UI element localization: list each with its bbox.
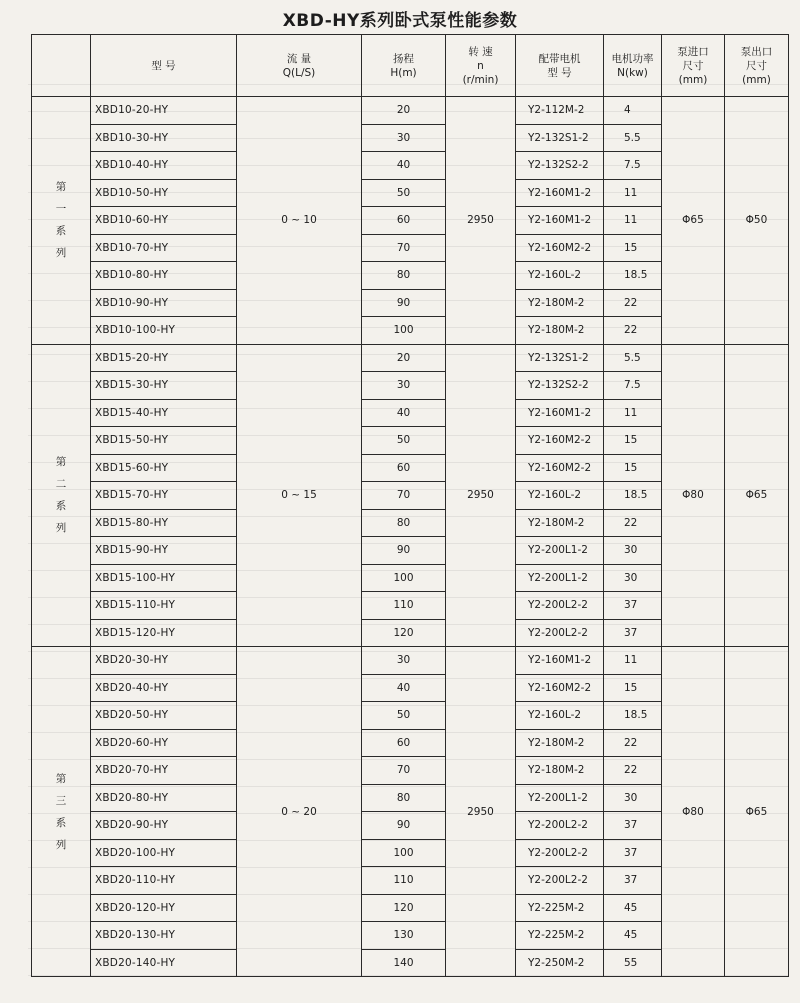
speed-cell: 2950 [446, 97, 516, 345]
outlet-size-cell: Φ65 [725, 647, 789, 977]
head-cell: 110 [362, 867, 446, 895]
inlet-size-cell: Φ80 [662, 344, 725, 647]
motor-power-cell: 22 [604, 757, 662, 785]
motor-model-cell: Y2-180M-2 [516, 289, 604, 317]
model-cell: XBD15-40-HY [91, 399, 237, 427]
model-cell: XBD10-80-HY [91, 262, 237, 290]
model-cell: XBD10-50-HY [91, 179, 237, 207]
motor-model-cell: Y2-225M-2 [516, 922, 604, 950]
header-speed: 转 速 n (r/min) [446, 35, 516, 97]
page-title: XBD-HY系列卧式泵性能参数 [282, 11, 518, 31]
model-cell: XBD15-110-HY [91, 592, 237, 620]
series-label: 第 一 系 列 [32, 97, 91, 345]
head-cell: 50 [362, 702, 446, 730]
motor-power-cell: 15 [604, 427, 662, 455]
motor-model-cell: Y2-200L1-2 [516, 784, 604, 812]
motor-model-cell: Y2-200L1-2 [516, 564, 604, 592]
model-cell: XBD20-130-HY [91, 922, 237, 950]
model-cell: XBD15-90-HY [91, 537, 237, 565]
head-cell: 60 [362, 207, 446, 235]
head-cell: 90 [362, 537, 446, 565]
model-cell: XBD10-100-HY [91, 317, 237, 345]
flow-range-cell: 0 ~ 20 [237, 647, 362, 977]
speed-cell: 2950 [446, 344, 516, 647]
head-cell: 20 [362, 97, 446, 125]
motor-model-cell: Y2-225M-2 [516, 894, 604, 922]
head-cell: 80 [362, 509, 446, 537]
motor-power-cell: 37 [604, 619, 662, 647]
head-cell: 120 [362, 619, 446, 647]
table-row [32, 647, 789, 675]
model-cell: XBD10-70-HY [91, 234, 237, 262]
motor-model-cell: Y2-160M1-2 [516, 207, 604, 235]
motor-power-cell: 45 [604, 922, 662, 950]
motor-model-cell: Y2-180M-2 [516, 509, 604, 537]
motor-power-cell: 11 [604, 207, 662, 235]
motor-power-cell: 15 [604, 454, 662, 482]
header-head: 扬程 H(m) [362, 35, 446, 97]
model-cell: XBD15-30-HY [91, 372, 237, 400]
series-label: 第 二 系 列 [32, 344, 91, 647]
motor-model-cell: Y2-132S2-2 [516, 372, 604, 400]
model-cell: XBD10-20-HY [91, 97, 237, 125]
head-cell: 80 [362, 784, 446, 812]
model-cell: XBD20-70-HY [91, 757, 237, 785]
motor-power-cell: 22 [604, 289, 662, 317]
model-cell: XBD15-20-HY [91, 344, 237, 372]
motor-power-cell: 45 [604, 894, 662, 922]
model-cell: XBD15-70-HY [91, 482, 237, 510]
motor-model-cell: Y2-112M-2 [516, 97, 604, 125]
header-outlet: 泵出口 尺寸 (mm) [725, 35, 789, 97]
head-cell: 70 [362, 482, 446, 510]
motor-model-cell: Y2-200L1-2 [516, 537, 604, 565]
table-row [32, 344, 789, 372]
motor-power-cell: 22 [604, 729, 662, 757]
motor-power-cell: 55 [604, 949, 662, 977]
head-cell: 60 [362, 729, 446, 757]
head-cell: 40 [362, 674, 446, 702]
motor-model-cell: Y2-160M2-2 [516, 674, 604, 702]
motor-model-cell: Y2-200L2-2 [516, 812, 604, 840]
head-cell: 100 [362, 839, 446, 867]
motor-power-cell: 22 [604, 317, 662, 345]
model-cell: XBD20-100-HY [91, 839, 237, 867]
motor-power-cell: 18.5 [604, 262, 662, 290]
head-cell: 70 [362, 757, 446, 785]
head-cell: 70 [362, 234, 446, 262]
motor-model-cell: Y2-160M1-2 [516, 179, 604, 207]
model-cell: XBD20-50-HY [91, 702, 237, 730]
motor-model-cell: Y2-160M2-2 [516, 454, 604, 482]
model-cell: XBD20-80-HY [91, 784, 237, 812]
outlet-size-cell: Φ50 [725, 97, 789, 345]
motor-power-cell: 5.5 [604, 124, 662, 152]
flow-range-cell: 0 ~ 10 [237, 97, 362, 345]
motor-model-cell: Y2-200L2-2 [516, 619, 604, 647]
model-cell: XBD20-140-HY [91, 949, 237, 977]
header-series [32, 35, 91, 97]
motor-power-cell: 22 [604, 509, 662, 537]
motor-model-cell: Y2-132S2-2 [516, 152, 604, 180]
motor-power-cell: 30 [604, 564, 662, 592]
head-cell: 100 [362, 564, 446, 592]
motor-power-cell: 18.5 [604, 482, 662, 510]
head-cell: 40 [362, 399, 446, 427]
model-cell: XBD15-80-HY [91, 509, 237, 537]
head-cell: 20 [362, 344, 446, 372]
motor-power-cell: 37 [604, 839, 662, 867]
motor-power-cell: 15 [604, 234, 662, 262]
model-cell: XBD15-60-HY [91, 454, 237, 482]
flow-range-cell: 0 ~ 15 [237, 344, 362, 647]
model-cell: XBD10-90-HY [91, 289, 237, 317]
model-cell: XBD15-100-HY [91, 564, 237, 592]
head-cell: 50 [362, 179, 446, 207]
motor-model-cell: Y2-160M2-2 [516, 234, 604, 262]
motor-model-cell: Y2-160M1-2 [516, 399, 604, 427]
motor-power-cell: 18.5 [604, 702, 662, 730]
model-cell: XBD20-60-HY [91, 729, 237, 757]
model-cell: XBD20-110-HY [91, 867, 237, 895]
model-cell: XBD10-30-HY [91, 124, 237, 152]
motor-power-cell: 30 [604, 784, 662, 812]
model-cell: XBD15-50-HY [91, 427, 237, 455]
head-cell: 120 [362, 894, 446, 922]
motor-power-cell: 11 [604, 179, 662, 207]
table-body [32, 97, 789, 977]
motor-power-cell: 4 [604, 97, 662, 125]
head-cell: 50 [362, 427, 446, 455]
motor-power-cell: 5.5 [604, 344, 662, 372]
motor-power-cell: 37 [604, 592, 662, 620]
header-motor-model: 配带电机 型 号 [516, 35, 604, 97]
motor-power-cell: 37 [604, 812, 662, 840]
model-cell: XBD20-30-HY [91, 647, 237, 675]
motor-model-cell: Y2-132S1-2 [516, 124, 604, 152]
motor-power-cell: 15 [604, 674, 662, 702]
motor-model-cell: Y2-250M-2 [516, 949, 604, 977]
motor-model-cell: Y2-200L2-2 [516, 839, 604, 867]
motor-power-cell: 11 [604, 647, 662, 675]
motor-model-cell: Y2-180M-2 [516, 317, 604, 345]
motor-power-cell: 7.5 [604, 372, 662, 400]
head-cell: 140 [362, 949, 446, 977]
head-cell: 30 [362, 124, 446, 152]
motor-model-cell: Y2-200L2-2 [516, 867, 604, 895]
head-cell: 60 [362, 454, 446, 482]
header-flow: 流 量 Q(L/S) [237, 35, 362, 97]
model-cell: XBD10-40-HY [91, 152, 237, 180]
head-cell: 30 [362, 647, 446, 675]
motor-power-cell: 7.5 [604, 152, 662, 180]
motor-model-cell: Y2-160L-2 [516, 702, 604, 730]
table-header-row [32, 35, 789, 97]
motor-model-cell: Y2-180M-2 [516, 729, 604, 757]
table-row [32, 97, 789, 125]
outlet-size-cell: Φ65 [725, 344, 789, 647]
motor-model-cell: Y2-160M1-2 [516, 647, 604, 675]
header-model: 型 号 [91, 35, 237, 97]
model-cell: XBD15-120-HY [91, 619, 237, 647]
head-cell: 40 [362, 152, 446, 180]
header-inlet: 泵进口 尺寸 (mm) [662, 35, 725, 97]
head-cell: 90 [362, 812, 446, 840]
head-cell: 130 [362, 922, 446, 950]
model-cell: XBD20-120-HY [91, 894, 237, 922]
motor-model-cell: Y2-132S1-2 [516, 344, 604, 372]
motor-power-cell: 30 [604, 537, 662, 565]
model-cell: XBD20-90-HY [91, 812, 237, 840]
speed-cell: 2950 [446, 647, 516, 977]
head-cell: 110 [362, 592, 446, 620]
head-cell: 80 [362, 262, 446, 290]
head-cell: 90 [362, 289, 446, 317]
motor-model-cell: Y2-160L-2 [516, 482, 604, 510]
head-cell: 100 [362, 317, 446, 345]
series-label: 第 三 系 列 [32, 647, 91, 977]
header-power: 电机功率 N(kw) [604, 35, 662, 97]
inlet-size-cell: Φ80 [662, 647, 725, 977]
model-cell: XBD10-60-HY [91, 207, 237, 235]
motor-model-cell: Y2-160M2-2 [516, 427, 604, 455]
motor-model-cell: Y2-200L2-2 [516, 592, 604, 620]
model-cell: XBD20-40-HY [91, 674, 237, 702]
pump-spec-table [31, 34, 789, 977]
head-cell: 30 [362, 372, 446, 400]
motor-power-cell: 37 [604, 867, 662, 895]
motor-model-cell: Y2-160L-2 [516, 262, 604, 290]
inlet-size-cell: Φ65 [662, 97, 725, 345]
motor-power-cell: 11 [604, 399, 662, 427]
motor-model-cell: Y2-180M-2 [516, 757, 604, 785]
